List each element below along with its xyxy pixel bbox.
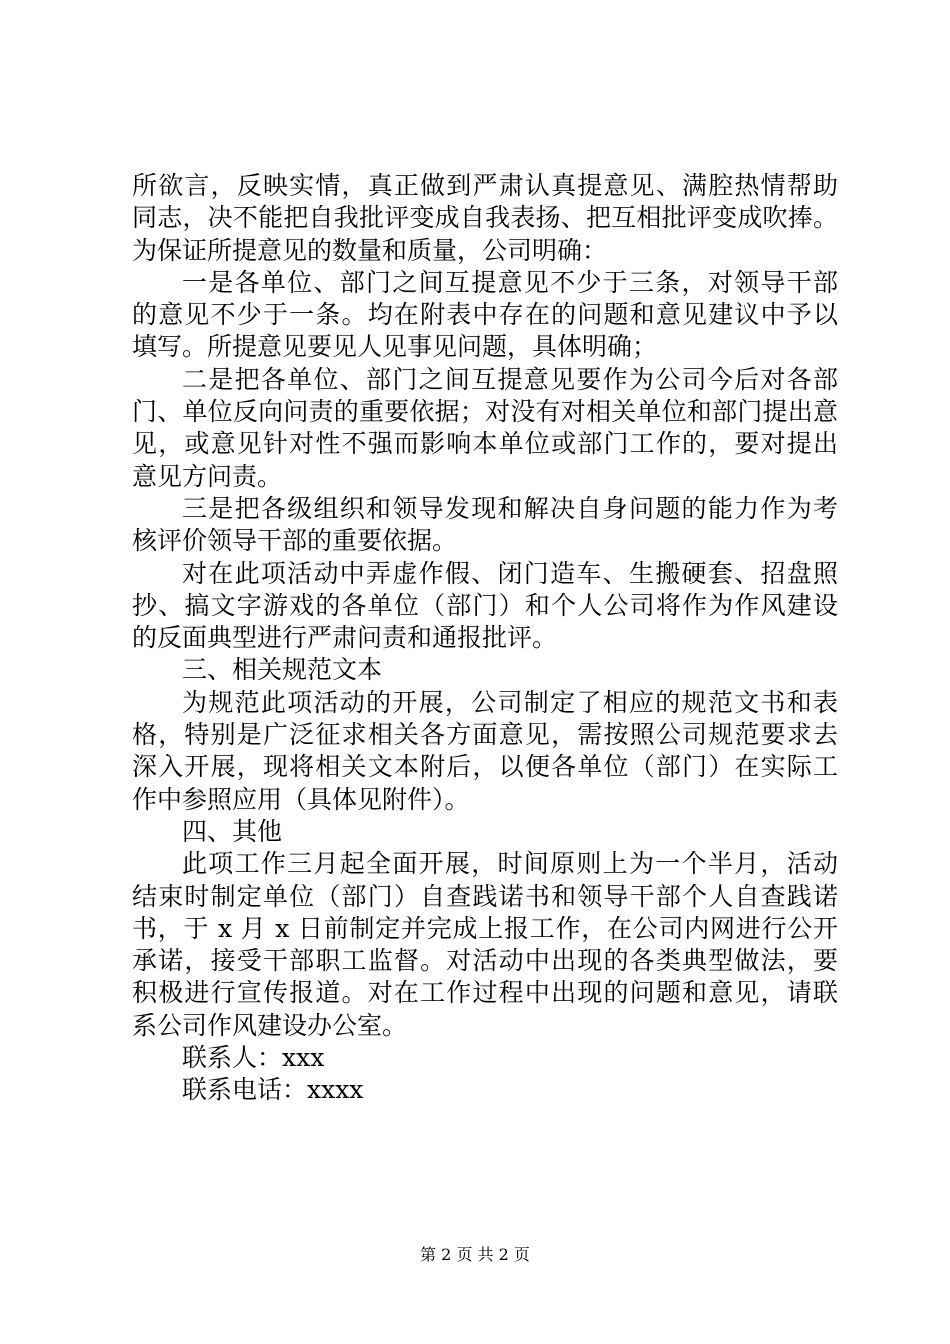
text-line: 深入开展，现将相关文本附后，以便各单位（部门）在实际工 xyxy=(132,752,838,782)
text-line: 同志，决不能把自我批评变成自我表扬、把互相批评变成吹捧。 xyxy=(132,203,838,233)
text-line: 格，特别是广泛征求相关各方面意见，需按照公司规范要求去 xyxy=(132,720,838,750)
text-line: 所欲言，反映实情，真正做到严肃认真提意见、满腔热情帮助 xyxy=(132,171,838,200)
text-line: 为规范此项活动的开展，公司制定了相应的规范文书和表 xyxy=(182,687,838,717)
text-line: 见，或意见针对性不强而影响本单位或部门工作的，要对提出 xyxy=(132,429,838,459)
text-line: 积极进行宣传报道。对在工作过程中出现的问题和意见，请联 xyxy=(132,978,838,1008)
text-line: 此项工作三月起全面开展，时间原则上为一个半月，活动 xyxy=(182,849,838,879)
text-line: 核评价领导干部的重要依据。 xyxy=(132,526,458,556)
text-line: 的反面典型进行严肃问责和通报批评。 xyxy=(132,623,558,653)
text-line: 填写。所提意见要见人见事见问题，具体明确； xyxy=(132,332,658,362)
section-heading: 四、其他 xyxy=(182,816,283,846)
text-line: 承诺，接受干部职工监督。对活动中出现的各类典型做法，要 xyxy=(132,946,838,976)
document-body xyxy=(132,170,838,1107)
text-line: 对在此项活动中弄虚作假、闭门造车、生搬硬套、招盘照 xyxy=(182,558,838,588)
text-line: 书，于 x 月 x 日前制定并完成上报工作，在公司内网进行公开 xyxy=(132,913,838,943)
text-line: 一是各单位、部门之间互提意见不少于三条，对领导干部 xyxy=(182,267,838,297)
text-line: 门、单位反向问责的重要依据；对没有对相关单位和部门提出意 xyxy=(132,397,838,427)
text-line: 意见方问责。 xyxy=(132,461,283,491)
text-line: 作中参照应用（具体见附件）。 xyxy=(132,784,470,814)
section-heading: 三、相关规范文本 xyxy=(182,655,383,685)
text-line: 系公司作风建设办公室。 xyxy=(132,1010,408,1040)
text-line: 结束时制定单位（部门）自查践诺书和领导干部个人自查践诺 xyxy=(132,881,838,911)
text-line: 二是把各单位、部门之间互提意见要作为公司今后对各部 xyxy=(182,364,838,394)
contact-person: 联系人：xxx xyxy=(182,1043,325,1073)
page-number: 第 2 页 共 2 页 xyxy=(420,1245,530,1264)
text-line: 三是把各级组织和领导发现和解决自身问题的能力作为考 xyxy=(182,493,838,523)
text-line: 的意见不少于一条。均在附表中存在的问题和意见建议中予以 xyxy=(132,300,838,330)
text-line: 为保证所提意见的数量和质量，公司明确： xyxy=(132,235,608,265)
contact-phone: 联系电话：xxxx xyxy=(182,1075,364,1105)
text-line: 抄、搞文字游戏的各单位（部门）和个人公司将作为作风建设 xyxy=(132,590,838,620)
